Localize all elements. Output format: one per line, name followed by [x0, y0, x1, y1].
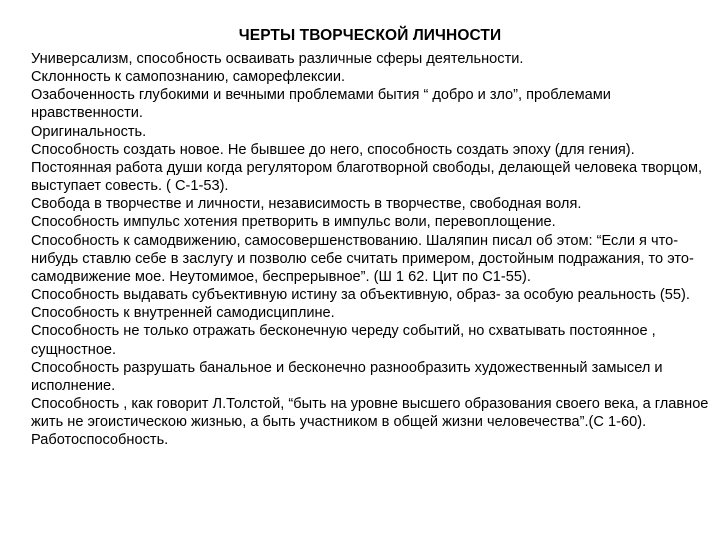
trait-paragraph: Озабоченность глубокими и вечными проблемами бытия “ добро и зло”, проблемами нравственности. [31, 87, 611, 122]
trait-paragraph: Оригинальность. [31, 123, 147, 140]
trait-paragraph: Способность к самодвижению, самосовершенствованию. Шаляпин писал об этом: “Если я что-нибудь ставлю себе в заслугу и позволю себе считать примером, достойным подражания, то это- самодвижение мое. Неутомимое, беспрерывное”. (Ш 1 62. Цит по С1-55). [31, 232, 694, 285]
traits-list [31, 50, 715, 449]
trait-paragraph: Способность к внутренней самодисциплине. [31, 305, 335, 322]
trait-paragraph: Способность не только отражать бесконечную череду событий, но схватывать постоянное , сущностное. [31, 323, 656, 358]
trait-paragraph: Свобода в творчестве и личности, независимость в творчестве, свободная воля. [31, 196, 582, 213]
trait-paragraph: Способность выдавать субъективную истину за объективную, образ- за особую реальность (55). [31, 287, 690, 304]
trait-paragraph: Склонность к самопознанию, саморефлексии. [31, 69, 346, 86]
trait-paragraph: Работоспособность. [31, 432, 169, 449]
trait-paragraph: Универсализм, способность осваивать различные сферы деятельности. [31, 51, 524, 67]
trait-paragraph: Постоянная работа души когда регулятором благотворной свободы, делающей человека творцом, выступает совесть. ( С-1-53). [31, 159, 703, 195]
trait-paragraph: Способность создать новое. Не бывшее до него, способность создать эпоху (для гения). [31, 141, 635, 158]
slide-title: ЧЕРТЫ ТВОРЧЕСКОЙ ЛИЧНОСТИ [238, 27, 502, 44]
trait-paragraph: Способность , как говорит Л.Толстой, “быть на уровне высшего образования своего века, а главное жить не эгоистическою жизнью, а быть участником в общей жизни человечества”.(С 1-60). [31, 395, 709, 431]
trait-paragraph: Способность импульс хотения претворить в импульс воли, перевоплощение. [31, 214, 556, 231]
trait-paragraph: Способность разрушать банальное и бесконечно разнообразить художественный замысел и исполнение. [31, 359, 663, 394]
